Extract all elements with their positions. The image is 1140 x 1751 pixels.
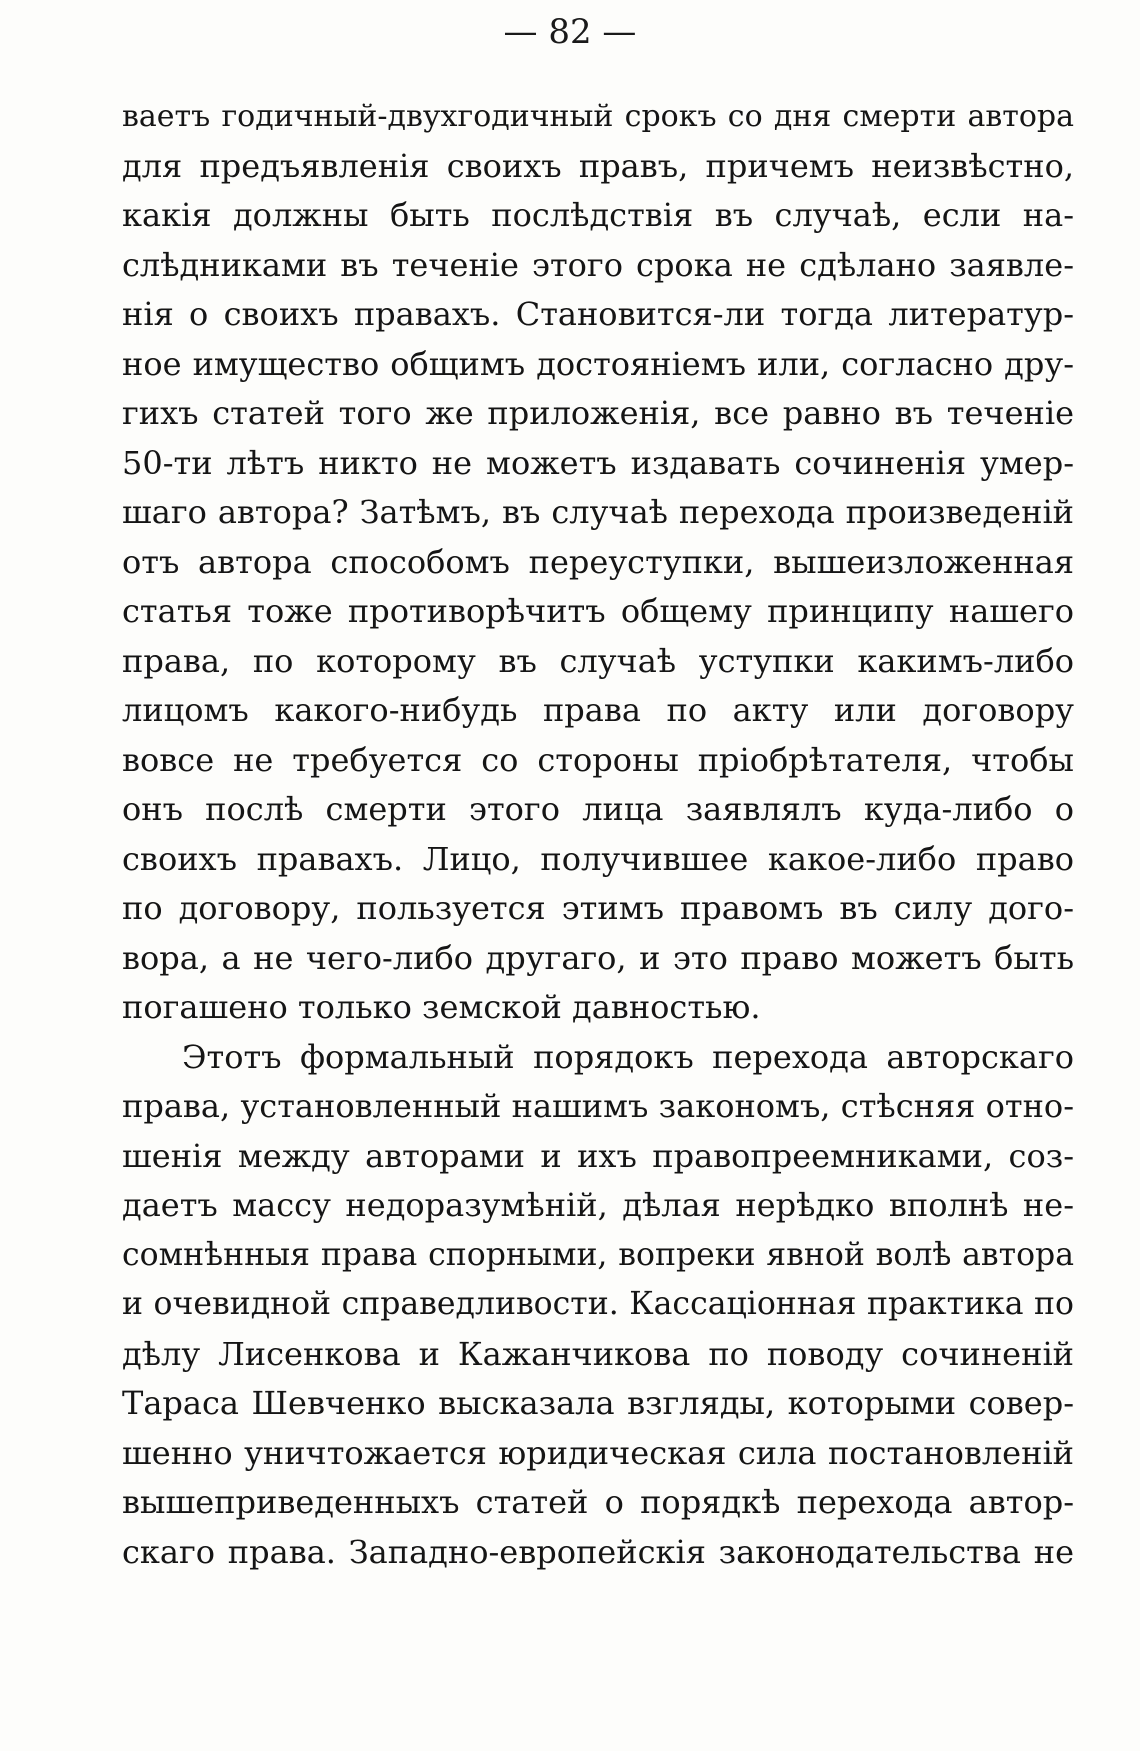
text-line: нія о своихъ правахъ. Становится-ли тогда литератур- <box>122 295 1074 333</box>
text-line: права, по которому въ случаѣ уступки какимъ-либо <box>122 641 1074 680</box>
text-line: сомнѣнныя права спорными, вопреки явной волѣ автора <box>122 1236 1074 1273</box>
text-line: лицомъ какого-нибудь права по акту или договору <box>122 691 1074 729</box>
text-line: Тараса Шевченко высказала взгляды, которыми совер- <box>122 1384 1074 1422</box>
text-line: для предъявленія своихъ правъ, причемъ неизвѣстно, <box>122 146 1074 185</box>
text-line: скаго права. Западно-европейскія законодательства не <box>122 1532 1074 1571</box>
text-line: права, установленный нашимъ закономъ, стѣсняя отно- <box>122 1087 1074 1125</box>
page-number: — 82 — <box>503 12 637 52</box>
paragraph-2 <box>122 1033 1074 1578</box>
text-line: онъ послѣ смерти этого лица заявлялъ куда-либо о <box>122 790 1074 828</box>
text-line: вовсе не требуется со стороны пріобрѣтателя, чтобы <box>122 740 1074 779</box>
text-line: и очевидной справедливости. Кассаціонная практика по <box>122 1286 1074 1322</box>
text-line: дѣлу Лисенкова и Кажанчикова по поводу сочиненій <box>122 1334 1074 1373</box>
text-line: ваетъ годичный-двухгодичный срокъ со дня смерти автора <box>122 99 1074 134</box>
text-line: шенія между авторами и ихъ правопреемниками, соз- <box>122 1136 1074 1175</box>
text-line: какія должны быть послѣдствія въ случаѣ, если на- <box>122 196 1074 234</box>
text-line: ное имущество общимъ достояніемъ или, согласно дру- <box>122 344 1074 383</box>
text-line: статья тоже противорѣчитъ общему принципу нашего <box>122 592 1074 630</box>
text-line: шаго автора? Затѣмъ, въ случаѣ перехода произведеній <box>122 493 1074 531</box>
text-line: гихъ статей того же приложенія, все равно въ теченіе <box>122 394 1074 432</box>
text-line: вышеприведенныхъ статей о порядкѣ перехода автор- <box>122 1483 1074 1521</box>
text-line: отъ автора способомъ переуступки, вышеизложенная <box>122 542 1074 581</box>
text-line: слѣдниками въ теченіе этого срока не сдѣлано заявле- <box>122 245 1074 284</box>
text-line: своихъ правахъ. Лицо, получившее какое-либо право <box>122 839 1074 878</box>
text-line: 50-ти лѣтъ никто не можетъ издавать сочиненія умер- <box>122 443 1074 482</box>
text-line: даетъ массу недоразумѣній, дѣлая нерѣдко вполнѣ не- <box>122 1186 1074 1224</box>
text-line: по договору, пользуется этимъ правомъ въ силу дого- <box>122 889 1074 927</box>
text-line: вора, а не чего-либо другаго, и это право можетъ быть <box>122 938 1074 977</box>
paragraph-1 <box>122 92 1074 1033</box>
text-line: шенно уничтожается юридическая сила постановленій <box>122 1433 1074 1472</box>
body-text <box>122 92 1074 1577</box>
text-line: погашено только земской давностью. <box>122 988 761 1026</box>
text-line: Этотъ формальный порядокъ перехода авторскаго <box>182 1037 1074 1076</box>
